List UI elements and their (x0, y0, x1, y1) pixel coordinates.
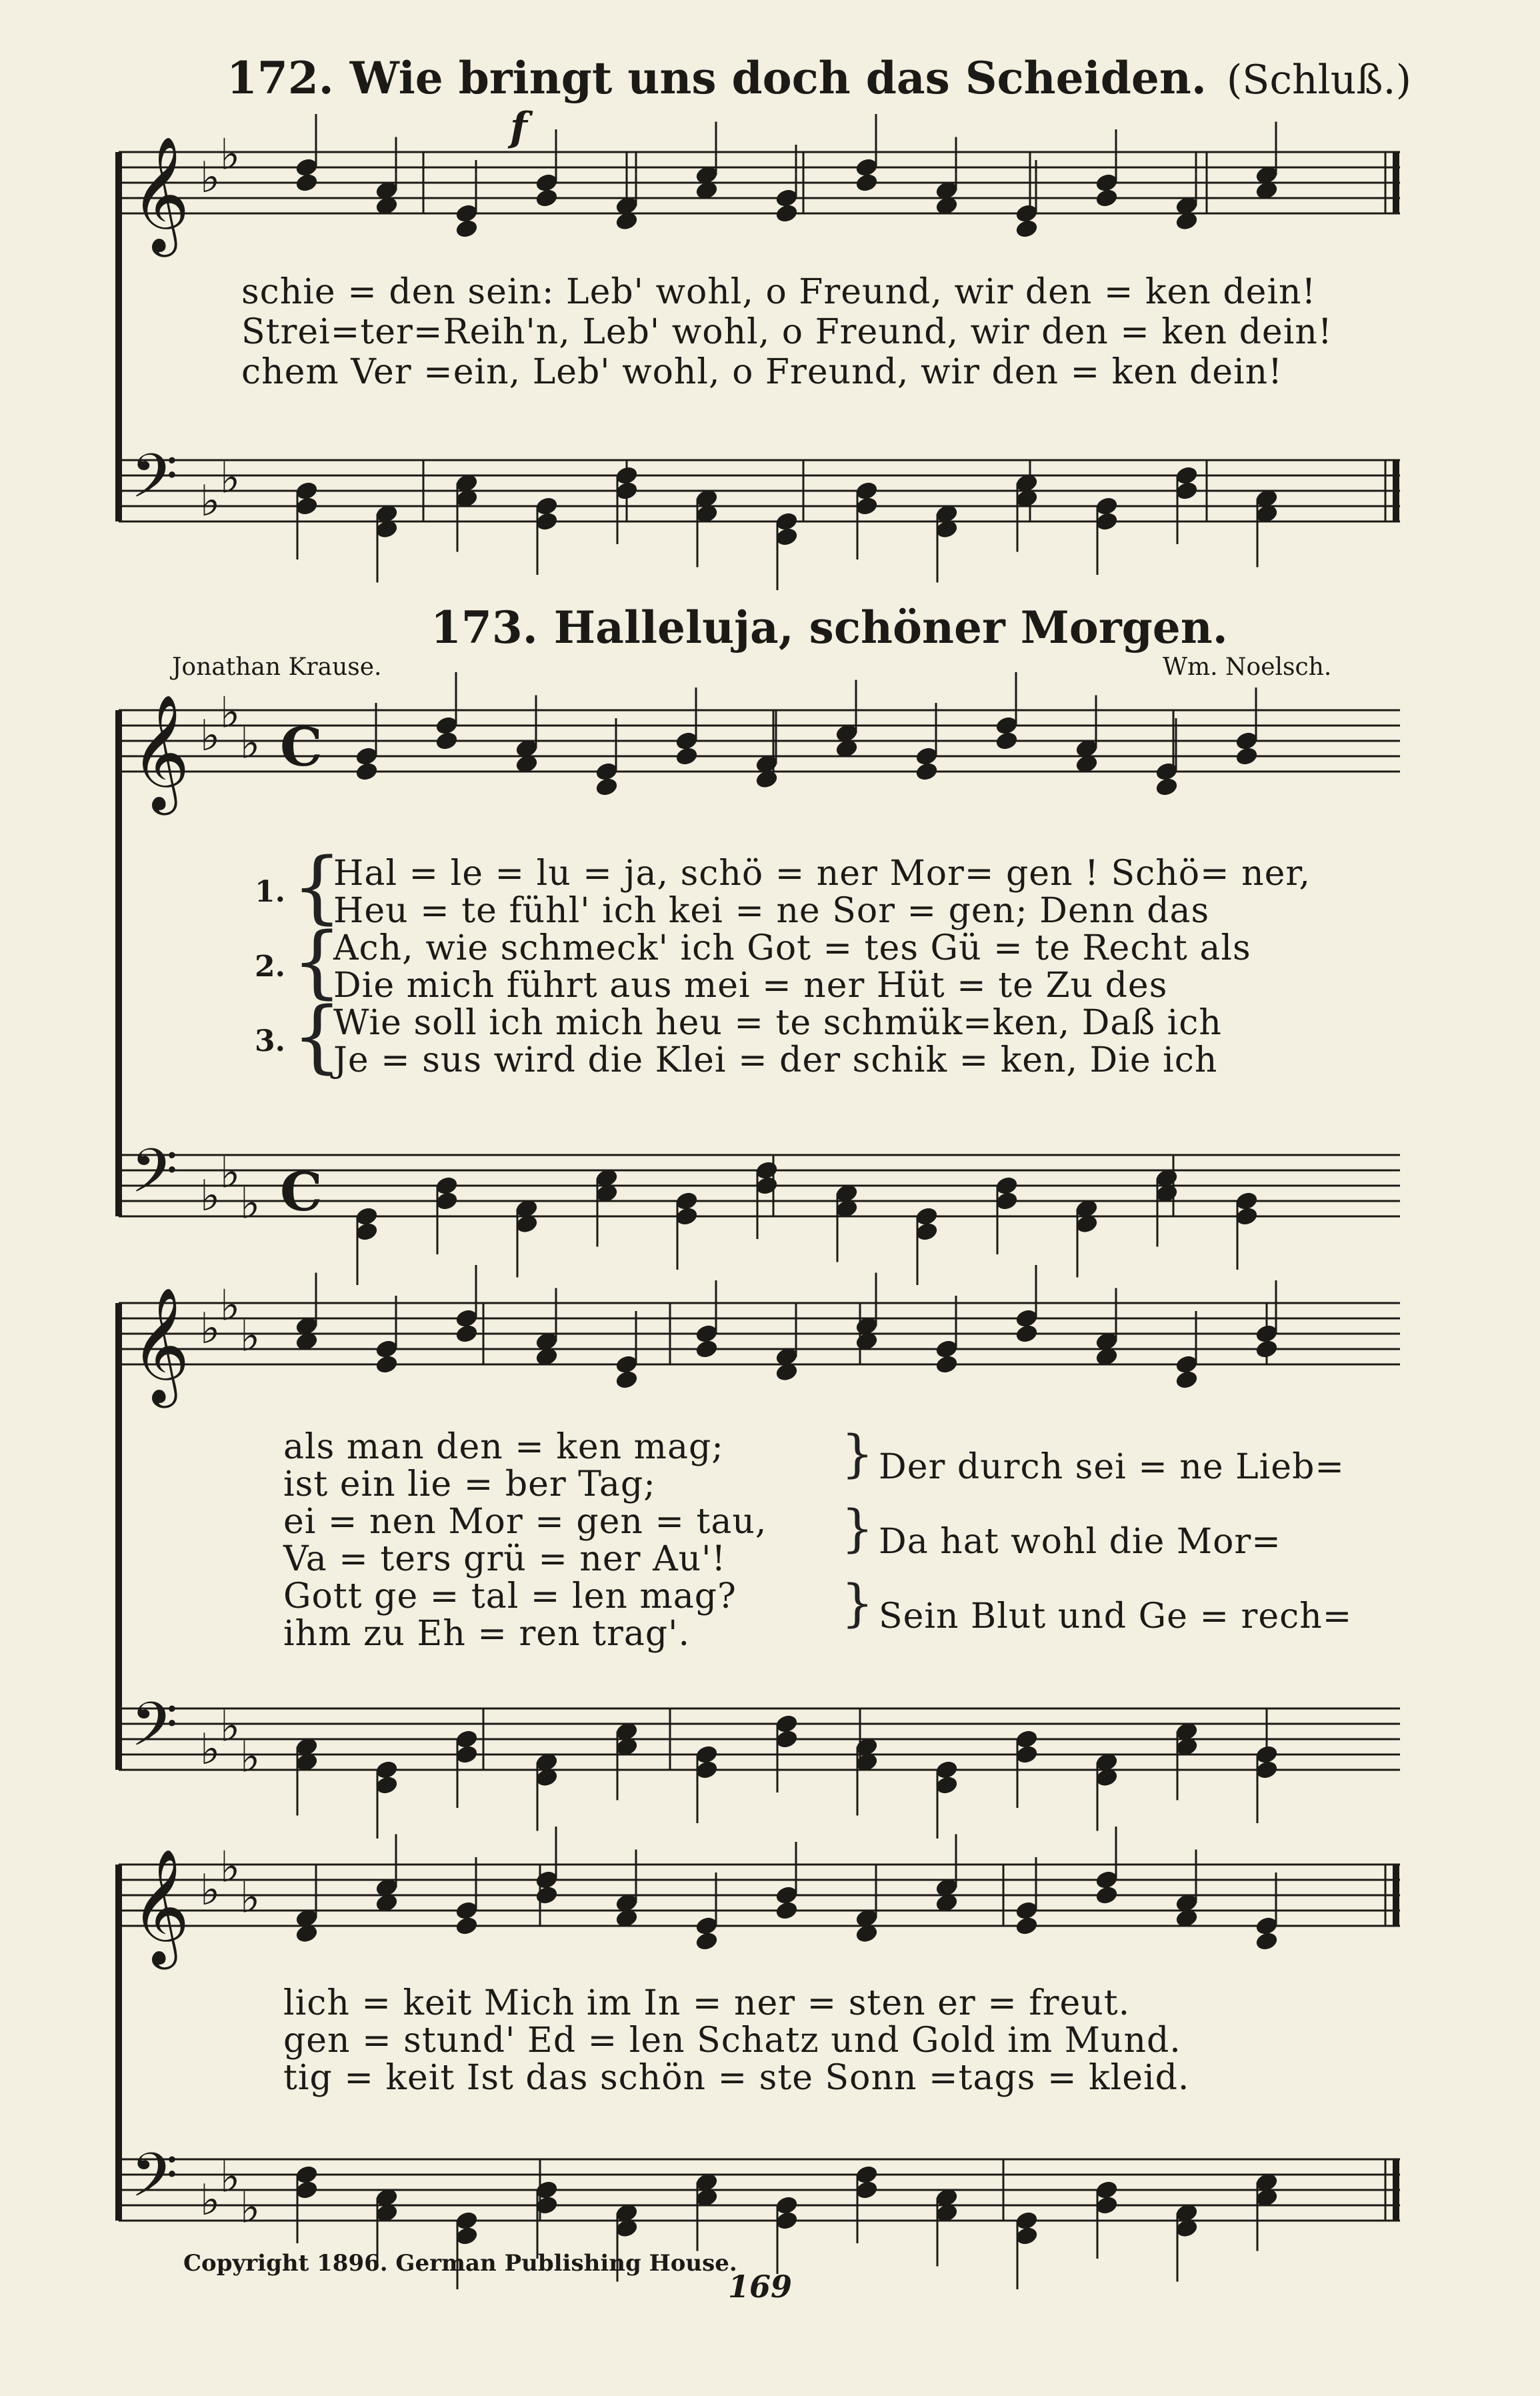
hymn-173-line-b-2: ist ein lie = ber Tag; (283, 1464, 656, 1504)
flat-sign-icon: ♭ (220, 1148, 241, 1198)
notehead (295, 173, 319, 193)
notehead (1175, 1370, 1199, 1390)
flat-sign-icon: ♭ (200, 1172, 221, 1221)
hymn-173-line-a-3: Ach, wie schmeck' ich Got = tes Gü = te Recht als (333, 928, 1251, 968)
flat-sign-icon: ♭ (220, 1281, 241, 1331)
hymn-172-title-text: Wie bringt uns doch das Scheiden. (349, 52, 1207, 104)
hymn-173-line-b-3: ei = nen Mor = gen = tau, (283, 1502, 767, 1542)
verse-close-brace-1: } (841, 1424, 874, 1483)
hymn-173-line-b-6: ihm zu Eh = ren trag'. (283, 1614, 690, 1654)
common-time-icon: C (280, 1160, 323, 1223)
notehead (1015, 1324, 1039, 1344)
notehead (775, 203, 799, 224)
hymn-173-line-b-right-3: Sein Blut und Ge = rech= (879, 1596, 1353, 1636)
flat-sign-icon: ♭ (200, 712, 221, 761)
verse-brace-3: { (292, 990, 343, 1082)
hymn-173-line-a-4: Die mich führt aus mei = ner Hüt = te Zu des (333, 966, 1168, 1006)
hymn-172-number: 172. (227, 52, 334, 104)
notehead (455, 219, 479, 239)
bass-clef-icon: 𝄢 (131, 441, 178, 526)
verse-brace-1: { (292, 840, 343, 932)
notehead (595, 777, 619, 798)
verse-number-2: 2. (255, 950, 285, 984)
treble-clef-icon: 𝄞 (131, 136, 190, 252)
bass-clef-icon: 𝄢 (131, 2140, 178, 2225)
flat-sign-icon: ♭ (240, 1873, 261, 1923)
flat-sign-icon: ♭ (240, 1312, 261, 1362)
flat-sign-icon: ♭ (220, 2153, 241, 2203)
notehead (1095, 188, 1119, 209)
page-number: 169 (728, 2269, 793, 2305)
hymn-173-line-a-1: Hal = le = lu = ja, schö = ner Mor= gen ! Schö= ner, (333, 854, 1311, 894)
flat-sign-icon: ♭ (200, 477, 221, 526)
notehead (455, 1324, 479, 1344)
notehead (355, 762, 379, 782)
notehead (675, 746, 699, 767)
notehead (1235, 746, 1259, 767)
notehead (775, 1901, 799, 1921)
flat-sign-icon: ♭ (200, 2176, 221, 2225)
notehead (1015, 1916, 1039, 1937)
bass-clef-icon: 𝄢 (131, 1136, 178, 1221)
flat-sign-icon: ♭ (220, 130, 241, 180)
dynamic-marking: f (510, 104, 527, 151)
notehead (995, 731, 1019, 752)
flat-sign-icon: ♭ (200, 1725, 221, 1774)
notehead (1255, 1931, 1279, 1952)
notehead (455, 1916, 479, 1937)
flat-sign-icon: ♭ (220, 453, 241, 503)
hymn-173-line-c-3: tig = keit Ist das schön = ste Sonn =tags = kleid. (283, 2058, 1190, 2098)
hymn-173-title-text: Halleluja, schöner Morgen. (553, 602, 1228, 654)
common-time-icon: C (280, 716, 323, 778)
copyright-notice: Copyright 1896. German Publishing House. (183, 2250, 737, 2277)
treble-clef-icon: 𝄞 (131, 1287, 190, 1403)
hymn-172-lyric-line-2: Strei=ter=Reih'n, Leb' wohl, o Freund, wir den = ken dein! (241, 312, 1333, 352)
flat-sign-icon: ♭ (240, 719, 261, 769)
hymn-173-line-a-6: Je = sus wird die Klei = der schik = ken, Die ich (333, 1040, 1218, 1080)
notehead (615, 1370, 639, 1390)
hymn-173-line-a-2: Heu = te fühl' ich kei = ne Sor = gen; Denn das (333, 891, 1210, 931)
hymn-173-number: 173. (431, 602, 538, 654)
hymn-172-subtitle: (Schluß.) (1226, 57, 1411, 103)
notehead (375, 1354, 399, 1375)
notehead (1155, 777, 1179, 798)
hymn-173-line-c-2: gen = stund' Ed = len Schatz und Gold im Mund. (283, 2021, 1181, 2061)
notehead (535, 1885, 559, 1906)
clefs-and-signatures (131, 131, 323, 2233)
hymn-173-line-b-right-1: Der durch sei = ne Lieb= (879, 1447, 1345, 1487)
bass-clef-icon: 𝄢 (131, 1689, 178, 1774)
hymn-173-line-a-5: Wie soll ich mich heu = te schmük=ken, Daß ich (333, 1003, 1222, 1043)
flat-sign-icon: ♭ (220, 688, 241, 738)
verse-number-1: 1. (255, 875, 285, 909)
flat-sign-icon: ♭ (240, 2183, 261, 2233)
flat-sign-icon: ♭ (220, 1702, 241, 1752)
notehead (435, 731, 459, 752)
hymn-173-line-b-1: als man den = ken mag; (283, 1427, 724, 1467)
notehead (695, 1931, 719, 1952)
verse-number-3: 3. (255, 1024, 285, 1058)
flat-sign-icon: ♭ (200, 153, 221, 203)
hymn-173-line-c-1: lich = keit Mich im In = ner = sten er = freut. (283, 1983, 1131, 2023)
notehead (695, 1339, 719, 1360)
verse-brace-2: { (292, 915, 343, 1007)
hymn-173-line-b-right-2: Da hat wohl die Mor= (879, 1522, 1281, 1562)
notehead (1095, 1885, 1119, 1906)
notehead (535, 188, 559, 209)
hymn-173-author: Jonathan Krause. (172, 654, 382, 681)
flat-sign-icon: ♭ (220, 1843, 241, 1893)
flat-sign-icon: ♭ (200, 1866, 221, 1915)
treble-clef-icon: 𝄞 (131, 694, 190, 810)
hymn-173-composer: Wm. Noelsch. (1163, 654, 1332, 681)
notehead (935, 1354, 959, 1375)
flat-sign-icon: ♭ (240, 1179, 261, 1229)
treble-clef-icon: 𝄞 (131, 1849, 190, 1965)
notehead (1015, 219, 1039, 239)
flat-sign-icon: ♭ (240, 1732, 261, 1782)
notehead (1255, 1339, 1279, 1360)
hymn-172-lyric-line-3: chem Ver =ein, Leb' wohl, o Freund, wir den = ken dein! (241, 352, 1283, 392)
hymn-173-line-b-4: Va = ters grü = ner Au'! (283, 1539, 727, 1579)
hymn-172-lyric-line-1: schie = den sein: Leb' wohl, o Freund, wir den = ken dein! (241, 272, 1317, 312)
verse-close-brace-3: } (841, 1573, 874, 1632)
verse-close-brace-2: } (841, 1498, 874, 1558)
hymn-173-line-b-5: Gott ge = tal = len mag? (283, 1576, 737, 1616)
flat-sign-icon: ♭ (200, 1304, 221, 1354)
notehead (915, 762, 939, 782)
notehead (855, 173, 879, 193)
